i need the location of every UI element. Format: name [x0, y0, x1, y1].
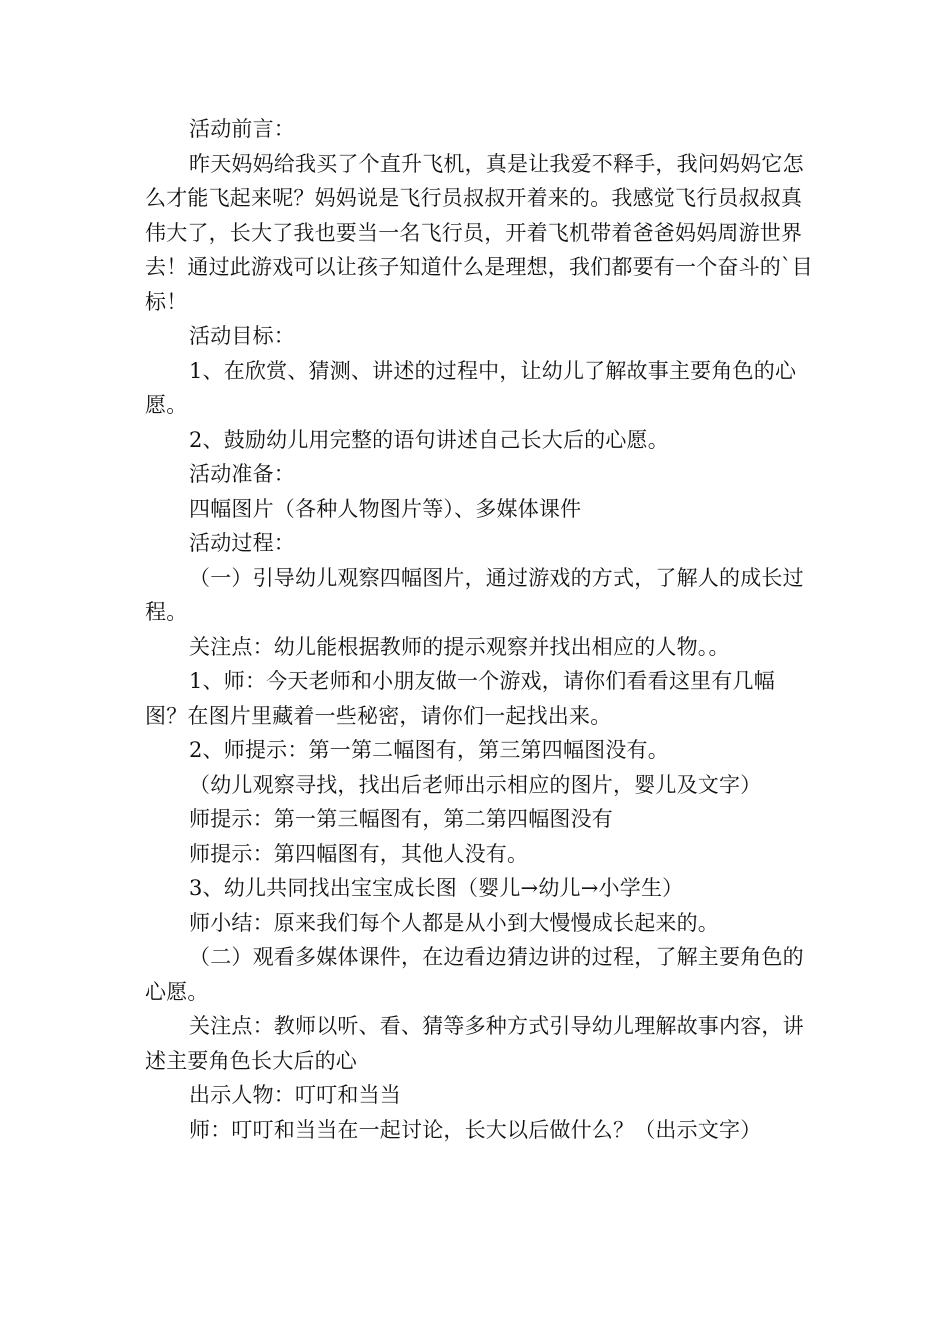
document-body	[145, 112, 815, 1147]
show-characters: 出示人物：叮叮和当当	[189, 1083, 401, 1107]
heading-preparation: 活动准备：	[189, 462, 295, 486]
preparation-paragraph: 四幅图片（各种人物图片等）、多媒体课件	[189, 496, 582, 521]
teacher-hint-2: 师提示：第四幅图有，其他人没有。	[189, 841, 529, 866]
goal-item-1: 1、在欣赏、猜测、讲述的过程中，让幼儿了解故事主要角色的心愿。	[145, 358, 797, 417]
process-step-1: 1、师：今天老师和小朋友做一个游戏，请你们看看这里有几幅图？在图片里藏着一些秘密，请你们一起找出来。	[145, 669, 775, 728]
process-section-1: （一）引导幼儿观察四幅图片，通过游戏的方式，了解人的成长过程。	[145, 565, 804, 624]
process-step-3: 3、幼儿共同找出宝宝成长图（婴儿→幼儿→小学生）	[189, 876, 684, 900]
heading-preface: 活动前言：	[189, 117, 295, 141]
process-section-2: （二）观看多媒体课件，在边看边猜边讲的过程，了解主要角色的心愿。	[145, 945, 804, 1004]
preface-paragraph: 昨天妈妈给我买了个直升飞机，真是让我爱不释手，我问妈妈它怎么才能飞起来呢？妈妈说是飞行员叔叔开着来的。我感觉飞行员叔叔真伟大了，长大了我也要当一名飞行员，开着飞机带着爸爸妈妈周游世界去！通过此游戏可以让孩子知道什么是理想，我们都要有一个奋斗的`目标！	[145, 151, 813, 314]
teacher-hint-1: 师提示：第一第三幅图有，第二第四幅图没有	[189, 807, 613, 831]
heading-process: 活动过程：	[189, 531, 295, 555]
goal-item-2: 2、鼓励幼儿用完整的语句讲述自己长大后的心愿。	[189, 427, 669, 452]
heading-goals: 活动目标：	[189, 324, 295, 348]
process-note: （幼儿观察寻找，找出后老师出示相应的图片，婴儿及文字）	[189, 772, 762, 797]
focus-point-1: 关注点：幼儿能根据教师的提示观察并找出相应的人物。。	[189, 634, 730, 659]
focus-point-2: 关注点：教师以听、看、猜等多种方式引导幼儿理解故事内容，讲述主要角色长大后的心	[145, 1014, 804, 1073]
teacher-summary: 师小结：原来我们每个人都是从小到大慢慢成长起来的。	[189, 910, 719, 935]
teacher-question: 师：叮叮和当当在一起讨论，长大以后做什么？（出示文字）	[189, 1117, 762, 1142]
process-step-2: 2、师提示：第一第二幅图有，第三第四幅图没有。	[189, 738, 669, 762]
